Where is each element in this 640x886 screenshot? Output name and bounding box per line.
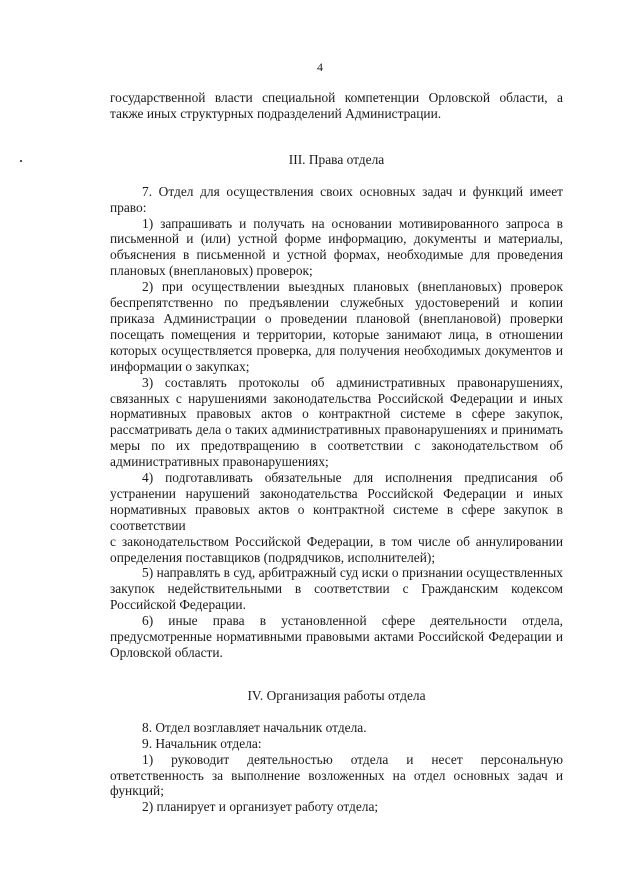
- scan-speck: [20, 160, 22, 162]
- s4-paragraph-9: 9. Начальник отдела:: [142, 735, 262, 751]
- s3-item-4-continued: с законодательством Российской Федерации, в том числе об аннулировании определения поставщиков (подрядчиков, исполнителей);: [110, 533, 563, 565]
- s3-item-1: 1) запрашивать и получать на основании мотивированного запроса в письменной и (или) устной форме информацию, документы и материалы, объяснения в письменной и устной формах, необходимые для проведения плановых (внеплановых) проверок;: [110, 215, 563, 279]
- s3-item-5: 5) направлять в суд, арбитражный суд иски о признании осуществленных закупок недействительными в соответствии с Гражданским кодексом Российской Федерации.: [110, 565, 563, 613]
- s4-paragraph-8: 8. Отдел возглавляет начальник отдела.: [142, 719, 367, 735]
- s3-item-2: 2) при осуществлении выездных плановых (внеплановых) проверок беспрепятственно по предъявлении служебных удостоверений и копии приказа Администрации о проведении плановой (внеплановой) проверки посещать помещения и территории, которые занимают лица, в отношении которых осуществляется проверка, для получения необходимых документов и информации о закупках;: [110, 279, 563, 374]
- section-4-title: IV. Организация работы отдела: [247, 687, 426, 703]
- s3-item-4: 4) подготавливать обязательные для исполнения предписания об устранении нарушений законодательства Российской Федерации и иных нормативных правовых актов о контрактной системе в сфере закупок в соответствии: [110, 470, 563, 533]
- intro-paragraph: государственной власти специальной компетенции Орловской области, а также иных структурных подразделений Администрации.: [110, 90, 563, 121]
- s4-item-2: 2) планирует и организует работу отдела;: [142, 799, 379, 815]
- s3-item-6: 6) иные права в установленной сфере деятельности отдела, предусмотренные нормативными правовыми актами Российской Федерации и Орловской области.: [110, 613, 563, 660]
- s4-item-1: 1) руководит деятельностью отдела и несет персональную ответственность за выполнение возложенных на отдел основных задач и функций;: [110, 751, 563, 799]
- s3-item-3: 3) составлять протоколы об административных правонарушениях, связанных с нарушениями законодательства Российской Федерации и иных нормативных правовых актов о контрактной системе в сфере закупок, рассматривать дела о таких административных правонарушениях и принимать меры по их предотвращению в соответствии с законодательством об административных правонарушениях;: [110, 374, 563, 470]
- s3-paragraph-7: 7. Отдел для осуществления своих основных задач и функций имеет право:: [110, 183, 563, 215]
- page-number: 4: [317, 60, 323, 74]
- section-3-title: III. Права отдела: [288, 151, 385, 167]
- document-body: [110, 90, 563, 815]
